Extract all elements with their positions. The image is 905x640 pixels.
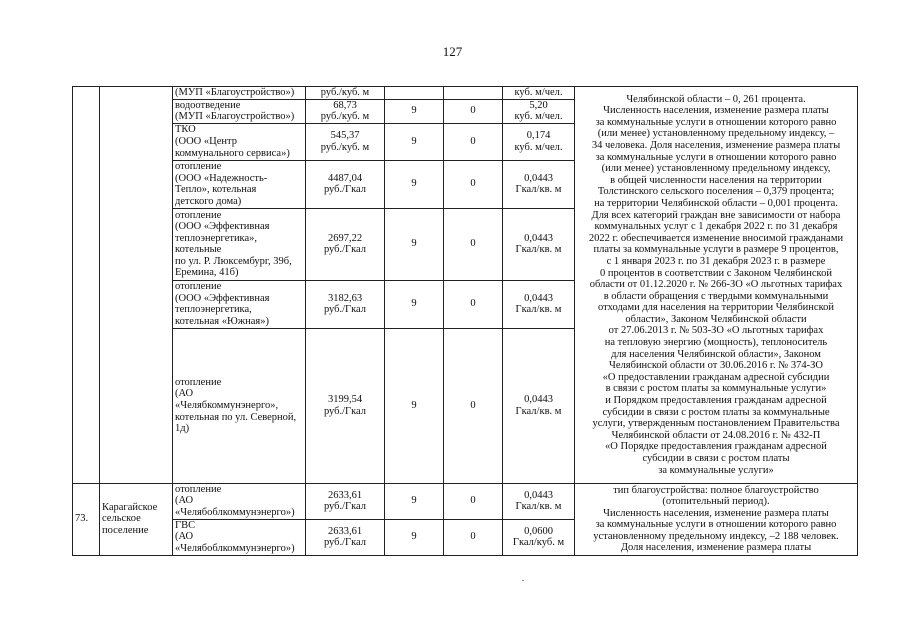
percent-a-cell: 9 (385, 328, 444, 483)
percent-a-cell: 9 (385, 99, 444, 123)
norm-cell: 0,0600 Гкал/куб. м (503, 519, 575, 555)
norm-cell: 0,174 куб. м/чел. (503, 123, 575, 160)
percent-a-cell: 9 (385, 123, 444, 160)
norm-cell: 5,20 куб. м/чел. (503, 99, 575, 123)
tariff-cell: 68,73 руб./куб. м (306, 99, 385, 123)
norm-cell: 0,0443 Гкал/кв. м (503, 280, 575, 328)
table-row (73, 87, 858, 100)
percent-a-cell (385, 87, 444, 100)
percent-a-cell: 9 (385, 280, 444, 328)
percent-b-cell: 0 (444, 280, 503, 328)
norm-cell: 0,0443 Гкал/кв. м (503, 483, 575, 519)
percent-b-cell (444, 87, 503, 100)
tariff-cell: 4487,04 руб./Гкал (306, 160, 385, 208)
service-cell: (МУП «Благоустройство») (173, 87, 306, 100)
page-number: 127 (442, 44, 463, 59)
percent-b-cell: 0 (444, 208, 503, 280)
service-cell: отопление (ООО «Эффективная теплоэнергетика, котельная «Южная») (173, 280, 306, 328)
description-cell: тип благоустройства: полное благоустройство (отопительный период). Численность населения, изменение размера платы за коммунальные услуги в отношении которого равно установленному предельному индексу, –2 188 человек. Доля населения, изменение размера платы (575, 483, 858, 555)
norm-cell: 0,0443 Гкал/кв. м (503, 328, 575, 483)
norm-cell: 0,0443 Гкал/кв. м (503, 160, 575, 208)
service-cell: отопление (ООО «Надежность- Тепло», котельная детского дома) (173, 160, 306, 208)
percent-a-cell: 9 (385, 483, 444, 519)
service-cell: водоотведение (МУП «Благоустройство») (173, 99, 306, 123)
entry-number: 73. (73, 483, 100, 555)
scan-speck (522, 580, 524, 581)
table-row (73, 483, 858, 519)
tariff-cell: 3182,63 руб./Гкал (306, 280, 385, 328)
tariff-cell: 2633,61 руб./Гкал (306, 483, 385, 519)
percent-a-cell: 9 (385, 160, 444, 208)
percent-b-cell: 0 (444, 328, 503, 483)
norm-cell: куб. м/чел. (503, 87, 575, 100)
percent-b-cell: 0 (444, 99, 503, 123)
percent-b-cell: 0 (444, 483, 503, 519)
percent-b-cell: 0 (444, 519, 503, 555)
settlement-name: Карагайское сельское поселение (100, 483, 173, 555)
service-cell: отопление (АО «Челябоблкоммунэнерго») (173, 483, 306, 519)
percent-a-cell: 9 (385, 208, 444, 280)
tariff-cell: руб./куб. м (306, 87, 385, 100)
tariff-cell: 2697,22 руб./Гкал (306, 208, 385, 280)
tariff-cell: 545,37 руб./куб. м (306, 123, 385, 160)
percent-b-cell: 0 (444, 123, 503, 160)
tariff-cell: 2633,61 руб./Гкал (306, 519, 385, 555)
service-cell: отопление (ООО «Эффективная теплоэнергетика», котельные по ул. Р. Люксембург, 39б, Еремина, 41б) (173, 208, 306, 280)
percent-b-cell: 0 (444, 160, 503, 208)
settlement-cell (100, 87, 173, 484)
tariff-cell: 3199,54 руб./Гкал (306, 328, 385, 483)
tariff-table (72, 86, 858, 556)
percent-a-cell: 9 (385, 519, 444, 555)
service-cell: ГВС (АО «Челябоблкоммунэнерго») (173, 519, 306, 555)
service-cell: ТКО (ООО «Центр коммунального сервиса») (173, 123, 306, 160)
service-cell: отопление (АО «Челябкоммунэнерго», котельная по ул. Северной, 1д) (173, 328, 306, 483)
entry-number-cell (73, 87, 100, 484)
norm-cell: 0,0443 Гкал/кв. м (503, 208, 575, 280)
description-cell: Челябинской области – 0, 261 процента. Численность населения, изменение размера платы за коммунальные услуги в отношении которого равно (или менее) установленному предельному индексу, – 34 человека. Доля населения, изменение размера платы за коммунальные услуги в отношении которого равно (или менее) установленному предельному индексу, в общей численности населения на территории Толстинского сельского поселения – 0,379 процента; на территории Челябинской области – 0,001 процента. Для всех категорий граждан вне зависимости от набора коммунальных услуг с 1 декабря 2022 г. по 31 декабря 2022 г. обеспечивается изменение вносимой гражданами платы за коммунальные услуги в размере 9 процентов, с 1 января 2023 г. по 31 декабря 2023 г. в размере 0 процентов в соответствии с Законом Челябинской области от 01.12.2020 г. № 266-ЗО «О льготных тарифах в области обращения с твердыми коммунальными отходами для населения на территории Челябинской области», Законом Челябинской области от 27.06.2013 г. № 503-ЗО «О льготных тарифах на тепловую энергию (мощность), теплоноситель для населения Челябинской области», Законом Челябинской области от 30.06.2016 г. № 374-ЗО «О предоставлении гражданам адресной субсидии в связи с ростом платы за коммунальные услуги» и Порядком предоставления гражданам адресной субсидии в связи с ростом платы за коммунальные услуги, утвержденным постановлением Правительства Челябинской области от 24.08.2016 г. № 432-П «О Порядке предоставления гражданам адресной субсидии в связи с ростом платы за коммунальные услуги» (575, 87, 858, 484)
